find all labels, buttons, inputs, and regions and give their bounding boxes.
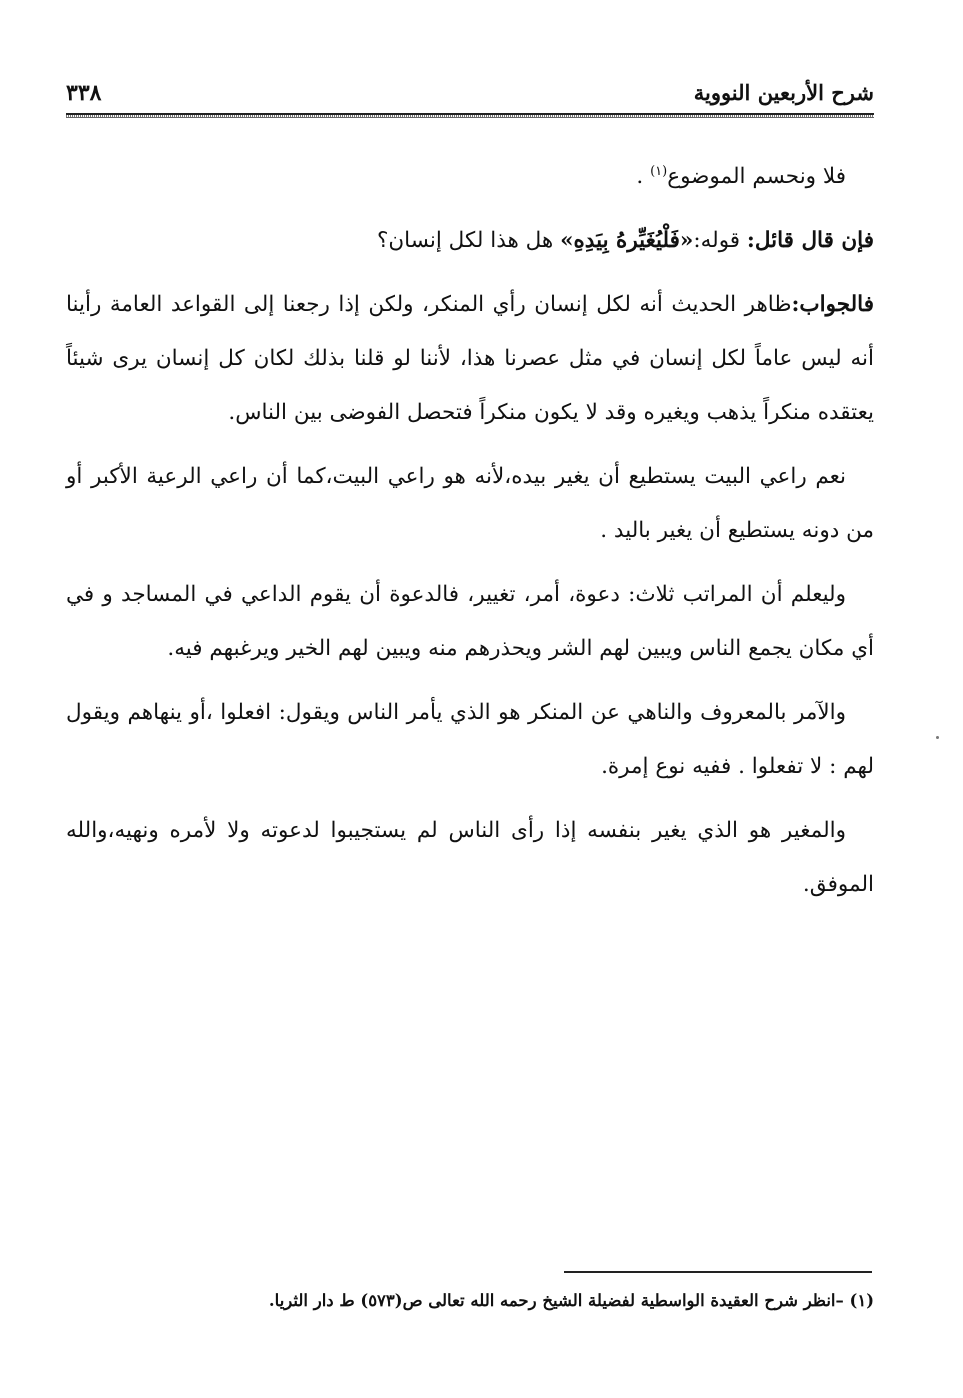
running-title: شرح الأربعين النووية <box>693 80 874 105</box>
paragraph-3 <box>66 278 874 440</box>
footnote-separator <box>564 1271 872 1273</box>
paragraph-2 <box>66 214 874 268</box>
question-before-quote: قوله: <box>693 228 747 253</box>
answer-text: ظاهر الحديث أنه لكل إنسان رأي المنكر، ولكن إذا رجعنا إلى القواعد العامة رأينا أنه ليس عاماً لكل إنسان في مثل عصرنا هذا، لأننا لو قلنا بذلك لكان كل إنسان يرى شيئاً يعتقده منكراً يذهب ويغيره وقد لا يكون منكراً فتحصل الفوضى بين الناس. <box>66 292 874 425</box>
paragraph-7: والمغير هو الذي يغير بنفسه إذا رأى الناس لم يستجيبوا لدعوته ولا لأمره ونهيه،والله الموفق. <box>66 818 874 897</box>
paragraph-1 <box>66 150 874 204</box>
paragraph-4: نعم راعي البيت يستطيع أن يغير بيده،لأنه هو راعي البيت،كما أن راعي الرعية الأكبر أو من دونه يستطيع أن يغير باليد . <box>66 464 874 543</box>
paragraph-5: وليعلم أن المراتب ثلاث: دعوة، أمر، تغيير، فالدعوة أن يقوم الداعي في المساجد و في أي مكان يجمع الناس ويبين لهم الشر ويحذرهم منه ويبين لهم الخير ويرغبهم فيه. <box>66 582 874 661</box>
question-after-quote: هل هذا لكل إنسان؟ <box>376 228 561 253</box>
question-lead: فإن قال قائل: <box>746 228 874 253</box>
answer-lead: فالجواب: <box>791 292 874 317</box>
hadith-quote: «فَلْيُغَيِّرهُ بِيَدِهِ» <box>560 228 694 253</box>
paragraph-6: والآمر بالمعروف والناهي عن المنكر هو الذي يأمر الناس ويقول: افعلوا ،أو ينهاهم ويقول لهم : لا تفعلوا . ففيه نوع إمرة. <box>66 700 874 779</box>
page-header <box>66 78 874 108</box>
footnote: (١) –انظر شرح العقيدة الواسطية لفضيلة الشيخ رحمه الله تعالى ص(٥٧٣) ط دار الثريا. <box>268 1291 874 1310</box>
scan-speck <box>936 736 939 739</box>
page-number: ٣٣٨ <box>66 80 102 106</box>
footnote-marker: (١) <box>650 163 668 179</box>
header-rule <box>66 113 874 118</box>
paragraph-1-text: فلا ونحسم الموضوع <box>667 164 846 189</box>
main-text <box>66 150 874 922</box>
paragraph-1-tail: . <box>636 164 651 189</box>
